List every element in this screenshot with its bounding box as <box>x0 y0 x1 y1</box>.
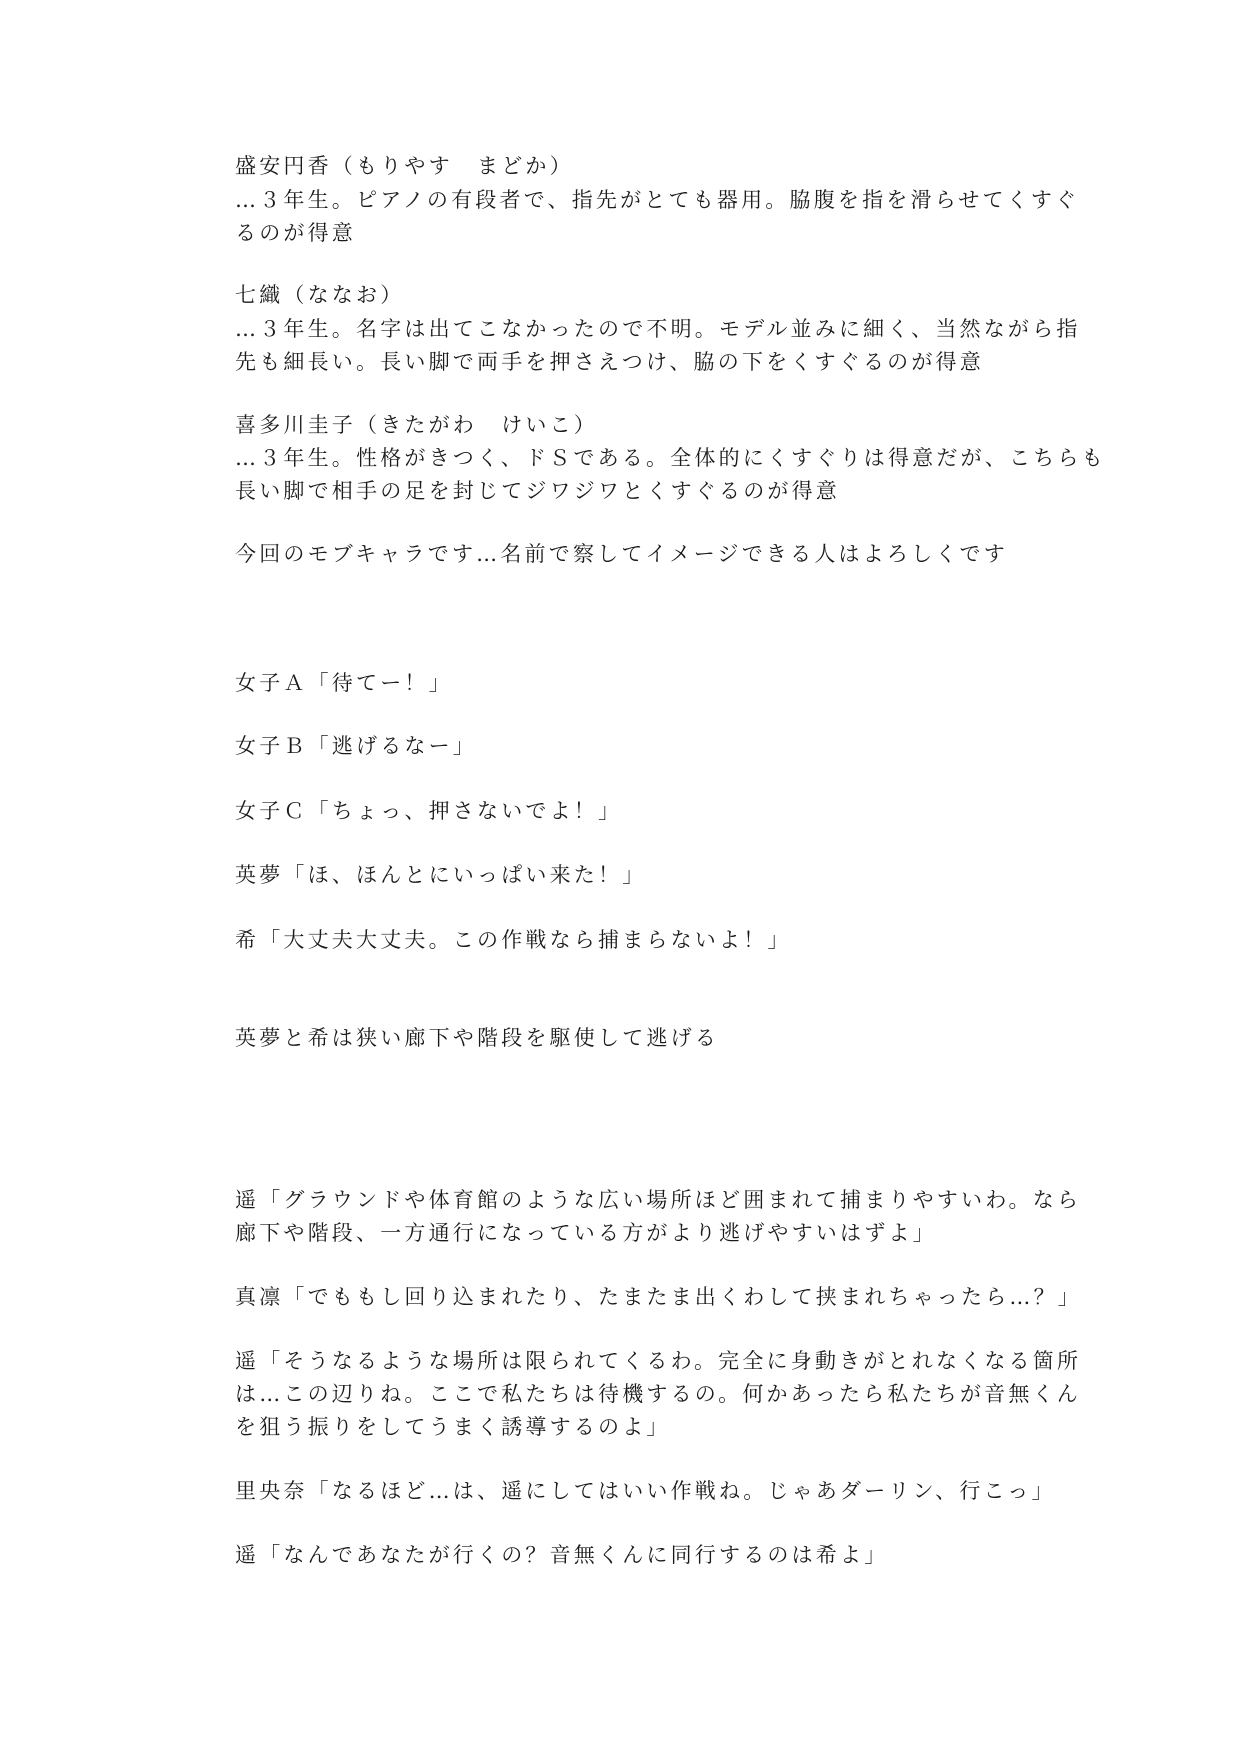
dialogue-line: 女子Ａ「待てー！」 <box>235 671 453 695</box>
dialogue-line: 希「大丈夫大丈夫。この作戦なら捕まらないよ！」 <box>235 928 792 952</box>
dialogue-line: 遥「そうなるような場所は限られてくるわ。完全に身動きがとれなくなる箇所 <box>235 1349 1082 1373</box>
dialogue-line-continued: は…この辺りね。ここで私たちは待機するの。何かあったら私たちが音無くん <box>235 1382 1081 1406</box>
dialogue-line: 女子Ｂ「逃げるなー」 <box>235 734 477 758</box>
dialogue-line-continued: を狙う振りをしてうまく誘導するのよ」 <box>235 1415 671 1439</box>
author-note: 今回のモブキャラです…名前で察してイメージできる人はよろしくです <box>235 542 1008 566</box>
dialogue-line-continued: 廊下や階段、一方通行になっている方がより逃げやすいはずよ」 <box>235 1221 937 1245</box>
character-desc-nanao-line-1: …３年生。名字は出てこなかったので不明。モデル並みに細く、当然ながら指 <box>235 317 1081 341</box>
character-desc-keiko-line-1: …３年生。性格がきつく、ドＳである。全体的にくすぐりは得意だが、こちらも <box>235 446 1106 470</box>
dialogue-line: 遥「なんであなたが行くの？音無くんに同行するのは希よ」 <box>235 1543 889 1567</box>
character-desc-nanao-line-2: 先も細長い。長い脚で両手を押さえつけ、脇の下をくすぐるのが得意 <box>235 350 984 374</box>
character-name-keiko: 喜多川圭子（きたがわ けいこ） <box>235 413 598 437</box>
dialogue-line: 里央奈「なるほど…は、遥にしてはいい作戦ね。じゃあダーリン、行こっ」 <box>235 1479 1056 1503</box>
character-name-nanao: 七織（ななお） <box>235 283 405 307</box>
dialogue-line: 英夢「ほ、ほんとにいっぱい来た！」 <box>235 863 647 887</box>
dialogue-line: 真凛「でももし回り込まれたり、たまたま出くわして挟まれちゃったら…？」 <box>235 1285 1082 1309</box>
dialogue-line: 女子Ｃ「ちょっ、押さないでよ！」 <box>235 799 623 823</box>
character-desc-keiko-line-2: 長い脚で相手の足を封じてジワジワとくすぐるのが得意 <box>235 479 840 503</box>
narration-line: 英夢と希は狭い廊下や階段を駆使して逃げる <box>235 1026 719 1050</box>
dialogue-line: 遥「グラウンドや体育館のような広い場所ほど囲まれて捕まりやすいわ。なら <box>235 1188 1082 1212</box>
character-desc-madoka-line-2: るのが得意 <box>235 221 356 245</box>
character-desc-madoka-line-1: …３年生。ピアノの有段者で、指先がとても器用。脇腹を指を滑らせてくすぐ <box>235 188 1080 212</box>
character-name-madoka: 盛安円香（もりやす まどか） <box>235 154 574 178</box>
